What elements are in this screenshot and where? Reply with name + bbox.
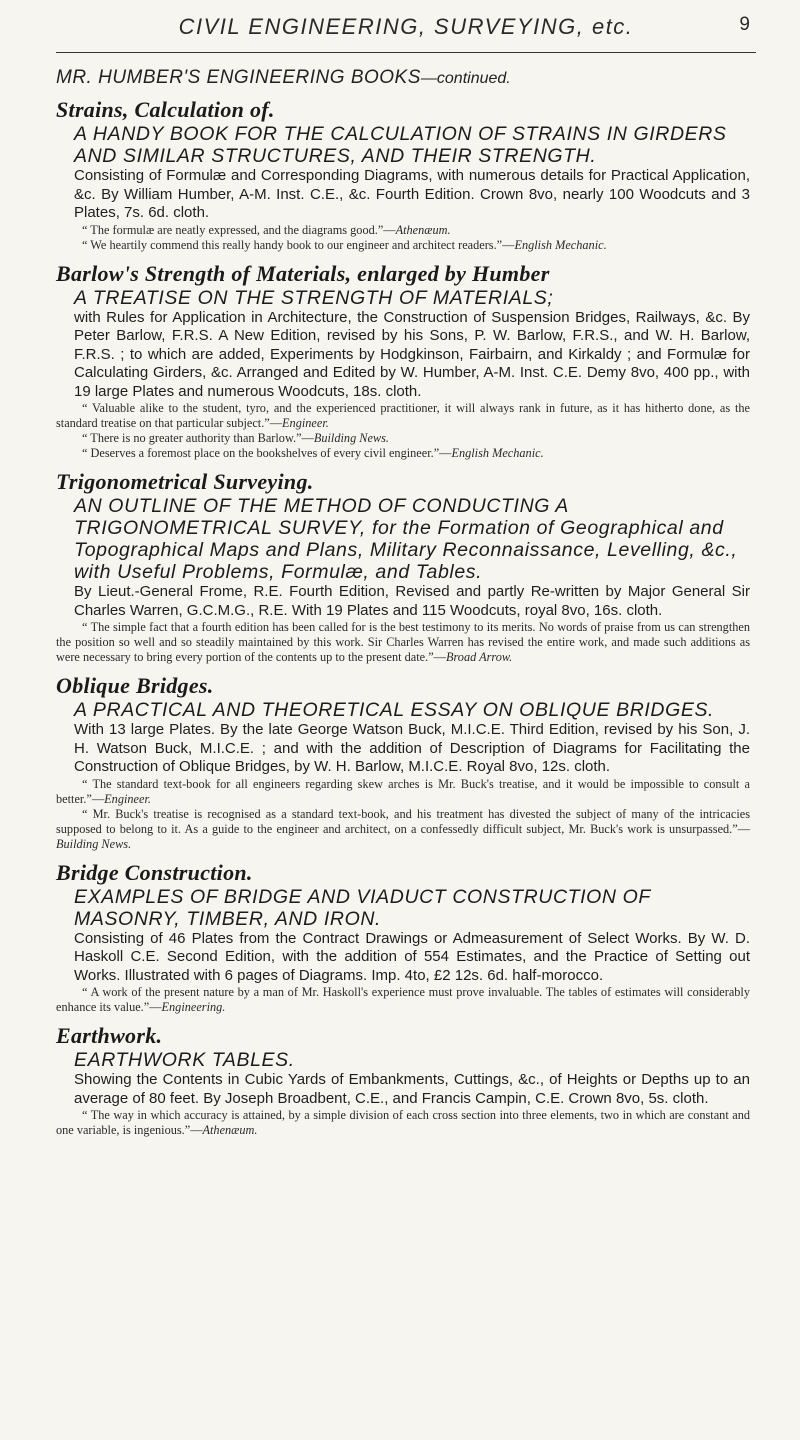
entry-heading: Strains, Calculation of. — [56, 97, 275, 122]
book-entry — [56, 469, 750, 665]
review-quote — [56, 401, 750, 431]
review-text: “ The way in which accuracy is attained, by a simple division of each cross section into three elements, two in which are constant and one variable, is ingenious.”— — [56, 1108, 750, 1137]
section-header-continued: —continued. — [420, 70, 511, 87]
book-description: By Lieut.-General Frome, R.E. Fourth Edition, Revised and partly Re-written by Major General Sir Charles Warren, G.C.M.G., R.E. With 19 Plates and 115 Woodcuts, royal 8vo, 16s. cloth. — [74, 583, 750, 619]
page-number: 9 — [739, 14, 750, 35]
book-description: With 13 large Plates. By the late George Watson Buck, M.I.C.E. Third Edition, revised by his Son, J. H. Watson Buck, M.I.C.E. ; and with the addition of Description of Diagrams for Facilitating the Construction of Oblique Bridges, by W. H. Barlow, M.I.C.E. Royal 8vo, 12s. cloth. — [74, 721, 750, 775]
book-title: A PRACTICAL AND THEORETICAL ESSAY ON OBLIQUE BRIDGES. — [74, 699, 715, 721]
review-quote — [56, 238, 750, 253]
review-quote — [56, 620, 750, 665]
book-description: Consisting of Formulæ and Corresponding Diagrams, with numerous details for Practical Application, &c. By William Humber, A-M. Inst. C.E., &c. Fourth Edition. Crown 8vo, nearly 100 Woodcuts and 3 Plates, 7s. 6d. cloth. — [74, 167, 750, 221]
review-source: English Mechanic. — [514, 237, 607, 252]
book-description: Consisting of 46 Plates from the Contract Drawings or Admeasurement of Select Works. By W. D. Haskoll C.E. Second Edition, with the addition of 554 Estimates, and the Practice of Setting out Works. Illustrated with 6 pages of Diagrams. Imp. 4to, £2 12s. 6d. half-morocco. — [74, 929, 750, 984]
review-source: English Mechanic. — [451, 446, 544, 460]
review-quote — [56, 807, 750, 852]
review-source: Building News. — [313, 431, 390, 445]
review-text: “ We heartily commend this really handy book to our engineer and architect readers.”— — [82, 237, 515, 252]
entry-heading: Earthwork. — [56, 1023, 163, 1048]
entry-heading: Barlow's Strength of Materials, enlarged by Humber — [56, 260, 550, 286]
review-text: “ The standard text-book for all engineers regarding skew arches is Mr. Buck's treatise, and it would be impossible to consult a better.”— — [56, 776, 750, 806]
review-text: “ Valuable alike to the student, tyro, and the experienced practitioner, it will always rank in future, as it has hitherto done, as the standard treatise on that particular subject.”— — [56, 401, 750, 430]
review-quote — [56, 223, 750, 238]
section-header — [56, 67, 750, 89]
book-title: EARTHWORK TABLES. — [74, 1049, 295, 1071]
review-source: Engineer. — [282, 416, 329, 430]
book-title: EXAMPLES OF BRIDGE AND VIADUCT CONSTRUCTION OF MASONRY, TIMBER, AND IRON. — [74, 885, 651, 930]
book-entry — [56, 261, 750, 462]
book-title: A TREATISE ON THE STRENGTH OF MATERIALS; — [74, 286, 554, 309]
review-quote — [56, 1108, 750, 1138]
review-quote — [56, 985, 750, 1015]
book-title: AN OUTLINE OF THE METHOD OF CONDUCTING A TRIGONOMETRICAL SURVEY, for the Formation of Geographical and Topographical Maps and Plans, Military Reconnaissance, Levelling, &c., with Useful Problems, Formulæ, and Tables. — [74, 495, 738, 583]
review-source: Broad Arrow. — [445, 650, 513, 664]
review-source: Athenæum. — [202, 1123, 258, 1137]
entry-heading: Trigonometrical Surveying. — [56, 469, 314, 494]
entry-heading: Bridge Construction. — [56, 859, 253, 885]
review-quote — [56, 446, 750, 461]
review-quote — [56, 431, 750, 446]
review-quote — [56, 777, 750, 807]
book-entry — [56, 97, 750, 253]
book-entry — [56, 860, 750, 1016]
section-header-title: MR. HUMBER'S ENGINEERING BOOKS — [56, 67, 421, 88]
book-entry — [56, 673, 750, 852]
review-source: Athenæum. — [395, 222, 451, 237]
review-text: “ A work of the present nature by a man of Mr. Haskoll's experience must prove invaluable. The tables of estimates will considerably enhance its value.”— — [56, 985, 750, 1014]
book-entry — [56, 1023, 750, 1138]
book-description: with Rules for Application in Architecture, the Construction of Suspension Bridges, Railways, &c. By Peter Barlow, F.R.S. A New Edition, revised by his Sons, P. W. Barlow, F.R.S., and W. H. Barlow, F.R.S. ; to which are added, Experiments by Hodgkinson, Fairbairn, and Kirkaldy ; and Formulæ for Calculating Girders, &c. Arranged and Edited by W. Humber, A-M. Inst. C.E. Demy 8vo, 400 pp., with 19 large Plates and numerous Woodcuts, 18s. cloth. — [74, 308, 750, 400]
review-text: “ Deserves a foremost place on the bookshelves of every civil engineer.”— — [82, 446, 452, 460]
review-source: Engineer. — [104, 791, 151, 806]
review-source: Engineering. — [161, 1000, 226, 1014]
running-head — [56, 0, 756, 53]
book-description: Showing the Contents in Cubic Yards of Embankments, Cuttings, &c., of Heights or Depths up to an average of 80 feet. By Joseph Broadbent, C.E., and Francis Campin, C.E. Crown 8vo, 5s. cloth. — [74, 1071, 750, 1107]
review-text: “ The simple fact that a fourth edition has been called for is the best testimony to its merits. No words of praise from us can strengthen the position so well and so steadily maintained by this work. Sir Charles Warren has revised the entire work, and made such additions as were necessary to bring every portion of the contents up to the present date.”— — [56, 620, 750, 664]
review-source: Building News. — [56, 836, 132, 851]
review-text: “ There is no greater authority than Barlow.”— — [82, 431, 314, 445]
entry-heading: Oblique Bridges. — [56, 673, 214, 698]
review-text: “ Mr. Buck's treatise is recognised as a standard text-book, and his treatment has divested the subject of many of the intricacies supposed to belong to it. As a guide to the engineer and architect, on a confessedly difficult subject, Mr. Buck's work is unsurpassed.”— — [56, 806, 750, 836]
review-text: “ The formulæ are neatly expressed, and the diagrams good.”— — [82, 222, 396, 237]
running-title: CIVIL ENGINEERING, SURVEYING, etc. — [178, 14, 634, 39]
book-title: A HANDY BOOK FOR THE CALCULATION OF STRAINS IN GIRDERS AND SIMILAR STRUCTURES, AND THEIR STRENGTH. — [74, 123, 727, 167]
